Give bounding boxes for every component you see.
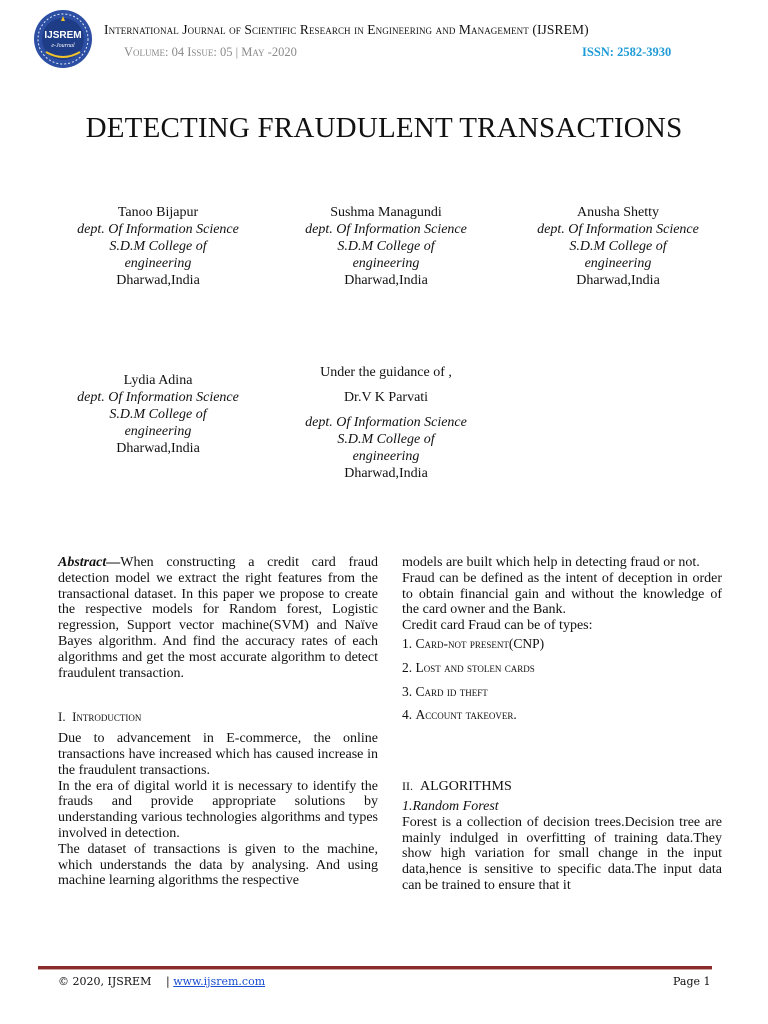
abstract-paragraph [58,555,378,681]
intro-paragraph: Due to advancement in E-commerce, the online transactions have increased which has caused increase in the fraudulent transactions. [58,731,378,778]
author-dept: dept. Of Information Science [537,222,699,237]
fraud-types-intro: Credit card Fraud can be of types: [402,618,593,634]
ijsrem-logo [32,8,94,70]
author-dept: dept. Of Information Science [77,390,239,405]
author-name: Lydia Adina [123,373,193,388]
author-city: Dharwad,India [344,273,428,288]
intro-paragraph: The dataset of transactions is given to the machine, which understands the data by analysing. And using machine learning algorithms the respective [58,841,378,889]
author-dept: dept. Of Information Science [77,222,239,237]
author-city: Dharwad,India [116,273,200,288]
footer-copyright: © 2020, IJSREM [58,975,152,988]
author-block [284,204,488,289]
guide-college: S.D.M College of [337,432,435,447]
author-block [516,204,720,289]
abstract-label: Abstract— [58,555,121,570]
list-item: 4. Account takeover. [402,707,517,723]
footer-divider [38,966,712,970]
author-college: engineering [584,256,652,271]
author-dept: dept. Of Information Science [305,222,467,237]
author-college: engineering [352,256,420,271]
logo-subtext: e-Journal [51,43,75,49]
author-name: Anusha Shetty [576,205,660,220]
left-column [58,555,378,889]
guide-block [284,364,488,482]
intro-paragraph: In the era of digital world it is necessary to identify the frauds and provide appropriate solutions by understanding various technologies algorithms and types involved in detection. [58,778,378,841]
footer-page-number: Page 1 [673,975,711,988]
author-college: S.D.M College of [109,239,207,254]
author-college: S.D.M College of [569,239,667,254]
author-college: S.D.M College of [337,239,435,254]
author-college: engineering [124,256,192,271]
website-link[interactable]: www.ijsrem.com [173,975,266,988]
footer-website: | www.ijsrem.com [166,975,266,988]
author-college: engineering [124,424,192,439]
right-column [402,555,722,894]
fraud-definition: Fraud can be defined as the intent of deception in order to obtain financial gain and without the knowledge of the card owner and the Bank. [402,570,722,618]
author-city: Dharwad,India [576,273,660,288]
guide-name: Dr.V K Parvati [343,390,429,405]
section-heading-algorithms: II. ALGORITHMS [402,779,512,795]
author-city: Dharwad,India [116,441,200,456]
list-item: 3. Card id theft [402,683,488,699]
random-forest-paragraph: Forest is a collection of decision trees.Decision tree are mainly indulged in overfitting of training data.They show high variation for small change in the input data,hence is sensitive to specific data.The input data can be trained to ensure that it [402,814,722,893]
journal-name: International Journal of Scientific Research in Engineering and Management (IJSREM) [104,22,589,37]
body-paragraph: models are built which help in detecting fraud or not. [402,555,700,570]
guide-dept: dept. Of Information Science [305,415,467,430]
author-college: S.D.M College of [109,407,207,422]
paper-title: DETECTING FRAUDULENT TRANSACTIONS [85,112,683,144]
guide-college: engineering [352,449,420,464]
list-item: 2. Lost and stolen cards [402,659,535,675]
author-name: Tanoo Bijapur [117,205,199,220]
logo-text: IJSREM [44,30,82,41]
subsection-heading-random-forest: 1.Random Forest [402,798,499,814]
guide-city: Dharwad,India [344,466,428,481]
author-block [56,372,260,457]
abstract-text: When constructing a credit card fraud detection model we extract the right features from the transactional dataset. In this paper we propose to create the respective models for Random forest, Logistic regression, Support vector machine(SVM) and Naïve Bayes algorithm. And find the accuracy rates of each algorithms and get the most accurate algorithm to detect fraudulent transaction. [58,555,378,681]
list-item: 1. Card-not present(CNP) [402,635,545,651]
author-name: Sushma Managundi [330,205,442,220]
volume-issue-line: Volume: 04 Issue: 05 | May -2020 [124,45,297,59]
issn-number: ISSN: 2582-3930 [582,45,672,59]
guide-intro: Under the guidance of , [320,365,452,380]
section-heading-introduction: I. Introduction [58,709,142,725]
author-block [56,204,260,289]
